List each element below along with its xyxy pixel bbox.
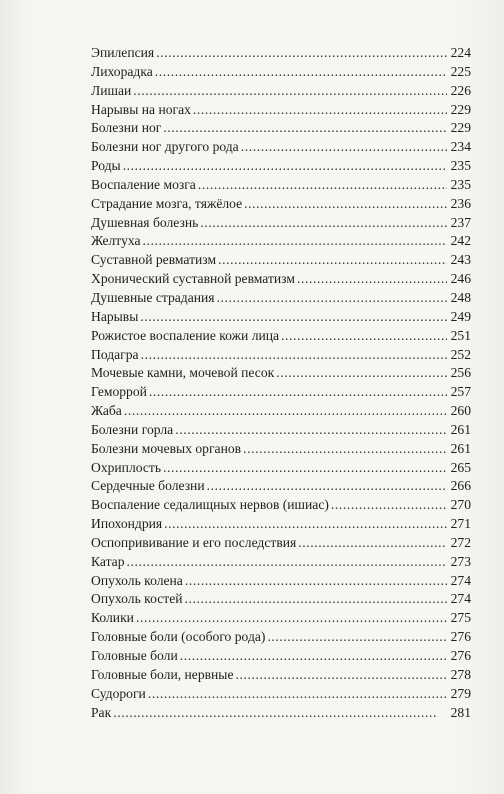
toc-entry-title: Душевные страдания: [91, 289, 215, 305]
toc-entry-page: 261: [450, 421, 471, 437]
toc-entry: [91, 214, 471, 233]
dot-leader: [175, 421, 447, 440]
toc-entry-title: Колики: [91, 610, 134, 626]
toc-entry-page: 260: [450, 403, 471, 419]
toc-entry: [91, 63, 471, 82]
dot-leader: [218, 251, 447, 270]
dot-leader: [123, 157, 447, 176]
toc-entry-page: 266: [450, 478, 471, 494]
dot-leader: [124, 402, 447, 421]
dot-leader: [180, 647, 447, 666]
toc-entry: [91, 704, 471, 723]
toc-entry-title: Опухоль колена: [91, 572, 183, 588]
toc-entry: [91, 251, 471, 270]
toc-entry-page: 234: [450, 139, 471, 155]
toc-entry-page: 273: [450, 553, 471, 569]
toc-entry: [91, 195, 471, 214]
toc-entry-page: 261: [450, 440, 471, 456]
dot-leader: [185, 590, 448, 609]
toc-entry: [91, 666, 471, 685]
toc-entry-page: 265: [450, 459, 471, 475]
toc-entry-page: 276: [450, 648, 471, 663]
toc-entry-page: 256: [450, 365, 471, 381]
toc-entry-title: Головные боли, нервные: [91, 666, 234, 682]
dot-leader: [141, 346, 447, 365]
dot-leader: [140, 308, 447, 327]
toc-entry-title: Рак: [91, 704, 112, 720]
toc-entry-title: Желтуха: [91, 233, 141, 249]
toc-entry: [91, 590, 471, 609]
toc-entry: [91, 138, 471, 157]
toc-entry: [91, 270, 471, 289]
toc-entry: [91, 477, 471, 496]
toc-entry-page: 275: [450, 610, 471, 626]
toc-entry: [91, 496, 471, 515]
toc-entry: [91, 628, 471, 647]
toc-entry-page: 257: [450, 384, 471, 400]
toc-entry: [91, 364, 471, 383]
toc-entry-page: 276: [450, 629, 471, 645]
dot-leader: [185, 572, 447, 591]
toc-entry-page: 225: [450, 63, 471, 79]
toc-entry: [91, 82, 471, 101]
toc-entry-title: Суставной ревматизм: [91, 252, 217, 268]
dot-leader: [143, 232, 447, 251]
dot-leader: [148, 685, 447, 704]
toc-entry-page: 278: [450, 666, 471, 682]
dot-leader: [207, 477, 447, 496]
toc-entry-page: 271: [450, 516, 471, 532]
toc-entry: [91, 515, 471, 534]
toc-entry-title: Судороги: [91, 685, 146, 701]
dot-leader: [297, 270, 447, 289]
toc-entry-title: Нарывы на ногах: [91, 101, 191, 117]
toc-entry: [91, 647, 471, 666]
toc-entry-title: Геморрой: [91, 384, 147, 400]
toc-entry-title: Болезни ног: [91, 120, 162, 136]
dot-leader: [235, 666, 447, 685]
toc-entry-page: 274: [450, 591, 471, 607]
toc-entry-title: Роды: [91, 158, 121, 174]
toc-entry: [91, 176, 471, 195]
toc-entry-title: Головные боли (особого рода): [91, 629, 266, 645]
toc-entry: [91, 157, 471, 176]
toc-entry-title: Воспаление седалищных нервов (ишиас): [91, 497, 329, 513]
toc-entry: [91, 101, 471, 120]
toc-entry-page: 229: [450, 120, 471, 136]
toc-entry-title: Хронический суставной ревматизм: [91, 271, 295, 287]
dot-leader: [155, 63, 447, 82]
dot-leader: [276, 364, 447, 383]
toc-entry: [91, 553, 471, 572]
toc-entry-page: 248: [450, 289, 471, 305]
toc-entry-title: Опухоль костей: [91, 591, 183, 607]
toc-entry-page: 224: [450, 45, 471, 60]
toc-entry-page: 274: [450, 572, 471, 588]
dot-leader: [217, 289, 447, 308]
dot-leader: [331, 496, 447, 515]
toc-entry-title: Болезни ног другого рода: [91, 139, 239, 155]
toc-entry: [91, 609, 471, 628]
toc-entry-title: Воспаление мозга: [91, 176, 196, 192]
dot-leader: [241, 138, 447, 157]
toc-entry-title: Болезни горла: [91, 421, 174, 437]
toc-entry: [91, 44, 471, 63]
toc-entry: [91, 289, 471, 308]
toc-entry-title: Лихорадка: [91, 63, 153, 79]
dot-leader: [200, 214, 447, 233]
toc-entry-page: 237: [450, 214, 471, 230]
dot-leader: [164, 515, 447, 534]
toc-entry-title: Страдание мозга, тяжёлое: [91, 195, 243, 211]
toc-entry-title: Ипохондрия: [91, 516, 163, 532]
dot-leader: [156, 44, 447, 63]
toc-entry-page: 252: [450, 346, 471, 362]
toc-entry-title: Жаба: [91, 403, 122, 419]
toc-entry-title: Охриплость: [91, 459, 162, 475]
toc-entry-title: Катар: [91, 553, 125, 569]
dot-leader: [113, 704, 447, 723]
toc-entry: [91, 346, 471, 365]
dot-leader: [267, 628, 447, 647]
dot-leader: [193, 101, 447, 120]
toc-entry: [91, 685, 471, 704]
toc-entry: [91, 308, 471, 327]
toc-entry-title: Эпилепсия: [91, 45, 155, 60]
dot-leader: [163, 459, 447, 478]
toc-entry: [91, 534, 471, 553]
toc-entry-title: Сердечные болезни: [91, 478, 205, 494]
toc-entry: [91, 232, 471, 251]
toc-entry-title: Рожистое воспаление кожи лица: [91, 327, 280, 343]
toc-entry: [91, 572, 471, 591]
toc-entry-page: 242: [450, 233, 471, 249]
toc-entry: [91, 327, 471, 346]
toc-entry-page: 249: [450, 308, 471, 324]
toc-entry-page: 243: [450, 252, 471, 268]
toc-entry-title: Лишаи: [91, 82, 132, 98]
dot-leader: [298, 534, 447, 553]
toc-entry-page: 235: [450, 158, 471, 174]
toc-entry-title: Мочевые камни, мочевой песок: [91, 365, 275, 381]
toc-entry-page: 251: [450, 327, 471, 343]
toc-entry: [91, 421, 471, 440]
toc-entry-title: Болезни мочевых органов: [91, 440, 242, 456]
toc-entry-page: 229: [450, 101, 471, 117]
toc-entry-page: 235: [450, 176, 471, 192]
dot-leader: [127, 553, 447, 572]
dot-leader: [136, 609, 447, 628]
toc-entry-page: 281: [450, 704, 471, 720]
toc-entry-title: Головные боли: [91, 648, 178, 663]
toc-entry-title: Оспопрививание и его последствия: [91, 534, 297, 550]
dot-leader: [149, 383, 447, 402]
dot-leader: [163, 119, 447, 138]
toc-entry-page: 246: [450, 271, 471, 287]
toc-entry-page: 272: [450, 534, 471, 550]
toc-entry-page: 270: [450, 497, 471, 513]
dot-leader: [198, 176, 447, 195]
toc-entry-page: 279: [450, 685, 471, 701]
toc-entry-title: Душевная болезнь: [91, 214, 199, 230]
dot-leader: [133, 82, 447, 101]
toc-entry-page: 236: [450, 195, 471, 211]
toc-entry: [91, 440, 471, 459]
toc-entry: [91, 119, 471, 138]
toc-entry-page: 226: [450, 82, 471, 98]
toc-entry: [91, 383, 471, 402]
toc-entry-title: Нарывы: [91, 308, 139, 324]
toc-entry: [91, 402, 471, 421]
table-of-contents: [91, 44, 471, 722]
toc-entry-title: Подагра: [91, 346, 139, 362]
dot-leader: [244, 195, 447, 214]
dot-leader: [243, 440, 447, 459]
toc-entry: [91, 459, 471, 478]
dot-leader: [281, 327, 447, 346]
